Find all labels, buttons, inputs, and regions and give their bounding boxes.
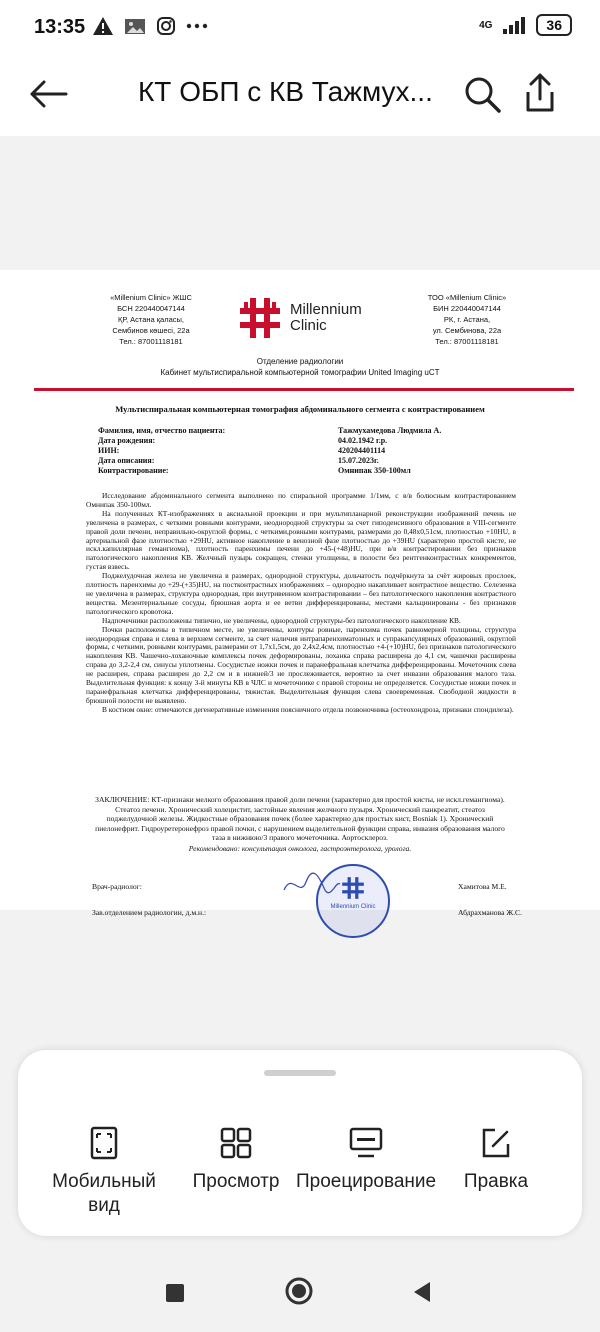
app-bar (0, 58, 600, 136)
stamp-logo-icon (340, 876, 366, 900)
header-right-block (412, 292, 522, 347)
field-label: Дата рождения: (98, 436, 156, 445)
warning-icon (92, 16, 114, 36)
status-system-icons (479, 14, 572, 36)
status-notification-icons (92, 16, 208, 36)
field-label: ИИН: (98, 446, 120, 455)
field-label: Контрастирование: (98, 466, 169, 475)
header-left-line: Сембинов көшесі, 22а (112, 326, 190, 335)
field-row (98, 436, 518, 446)
header-right-line: Тел.: 87001118181 (435, 337, 499, 346)
report-body (86, 492, 516, 715)
field-row (98, 456, 518, 466)
header-left-line: БСН 220440047144 (117, 304, 185, 313)
clinic-logo-icon (236, 296, 284, 340)
back-icon[interactable] (410, 1280, 434, 1304)
field-value: 04.02.1942 г.р. (338, 436, 388, 445)
mobile-view-icon (89, 1126, 119, 1160)
image-icon (124, 16, 146, 36)
report-paragraph: Исследование абдоминального сегмента выполнено по спиральной программе 1/1мм, с в/в болюсным контрастированием Омнипак 350-100мл. (86, 491, 516, 509)
field-value: 420204401114 (338, 446, 386, 455)
status-time: 13:35 (34, 16, 86, 38)
more-dots-icon (186, 22, 208, 30)
field-label: Дата описания: (98, 456, 155, 465)
preview-label: Просмотр (192, 1171, 280, 1192)
header-right-line: ТОО «Millenium Clinic» (427, 293, 507, 302)
edit-icon (479, 1126, 513, 1160)
radiologist-role: Врач-радиолог: (92, 882, 142, 891)
field-row (98, 446, 518, 456)
cast-icon (348, 1126, 384, 1160)
home-icon[interactable] (284, 1276, 314, 1306)
document-page[interactable] (0, 270, 600, 917)
logo-line: Millennium (290, 301, 362, 318)
recent-apps-icon[interactable] (166, 1284, 184, 1302)
system-nav-bar (0, 1250, 600, 1332)
battery-indicator: 36 (536, 14, 572, 36)
field-value: 15.07.2023г. (338, 456, 379, 465)
department-heading (0, 356, 600, 378)
grid-view-icon (219, 1126, 253, 1160)
signal-icon (502, 15, 526, 35)
report-conclusion: ЗАКЛЮЧЕНИЕ: КТ-признаки мелкого образования правой доли печени (характерно для простой кисты, не искл.гемангиома). Стеатоз печени. Хронический холецистит, застойные явления желчного пузыря. Хронический панкреатит, стеатоз поджелудочной железы. Жидкостные образования почек (более характерно для простых кист, Bosniak 1). Хронический пиелонефрит. Гидроуретеронефроз правой почки, с нарушением выделительной функции справа, инвазия образования малого таза в нижнюю/3 правого мочеточника. Аортосклероз. (95, 795, 505, 842)
field-row (98, 466, 518, 476)
department-name: Отделение радиологии (256, 357, 344, 366)
clinic-logo-text (290, 302, 362, 334)
report-paragraph: Надпочечники расположены типично, не увеличены, однородной структуры-без патологического накопление КВ. (102, 615, 461, 625)
header-right-line: ул. Сембинова, 22а (432, 326, 502, 335)
report-paragraph: На полученных КТ-изображениях в аксиальной проекции и при мультипланарной реконструкции изображений печень не увеличена в размерах, с четкими ровными контурами, неоднородной структуры за счет гиподенсивного образования в VIII-сегменте правой доли печени, неправильно-округлой формы, с четкими,ровными контурами, размерами до 0,48х0,51см, плотностью +10HU, в артериальной фазе плотностью +29HU, активное накопление в венозной фазе плотностью до +39HU (характерно простой кисте, не искл.капиллярная гемангиома), плотность паренхимы печени до +45-(+48)HU, при в/в контрастировании без признаков патологического накопления КВ. Желчный пузырь сокращен, стенки утолщены, в полости без рентгенконтрастных конкрементов, густая взвесь. (86, 508, 516, 572)
header-left-line: ҚР, Астана қаласы, (117, 315, 185, 324)
projection-label: Проецирование (296, 1171, 437, 1192)
head-name: Абдрахманова Ж.С. (458, 908, 523, 917)
report-recommendation: Рекомендовано: консультация онколога, гастроэнтеролога, уролога. (188, 844, 412, 853)
mobile-view-button[interactable] (34, 1126, 174, 1218)
network-label: 4G (479, 19, 493, 31)
share-icon[interactable] (520, 72, 560, 114)
header-right-line: БИН 220440047144 (433, 304, 501, 313)
report-paragraph: Почки расположены в типичном месте, не увеличены, контуры ровные, паренхима почек равномерной толщины, структура неоднородная справа и слева в верхнем сегменте, за счет наличия интрапаренхиматозных и супракапсулярных образований, округлой формы, с четкими, ровными контурами, размерами от 1,7х1,5см, до 2,4х2,4см, плотностью +4-(+10)HU, без признаков патологического накопления КВ. Чашечно-лоханочные комплексы почек деформированы, лоханка справа расширена до 4,1 см, чашечки расширены справа до 3,2-2,4 см, синусы уплотнены. Сосудистые ножки почек и паранефральная клетчатка дифференцированы. Мочеточник слева не расширен, справа расширен до 2,2 см и в нижней/3 не прослеживается, вероятно за счет инвазии образования малого таза. Выделительная функция: к концу 3-й минуты КВ в ЧЛС и мочеточнике с правой стороны не определяется. Сосудистые ножки почек и паранефральная клетчатка дифференцированы, тяжистая. Выделительная функция слева своевременная. Свободной жидкости в брюшной полости не выявлено. (86, 624, 516, 705)
field-label: Фамилия, имя, отчество пациента: (98, 426, 226, 435)
patient-fields (98, 426, 518, 476)
clinic-stamp (316, 864, 390, 938)
bottom-action-sheet (18, 1050, 582, 1236)
instagram-icon (156, 16, 176, 36)
stamp-text: Millennium Clinic (330, 904, 376, 910)
field-value: Омнипак 350-100мл (338, 466, 411, 475)
sheet-drag-handle[interactable] (264, 1070, 336, 1076)
preview-button[interactable] (166, 1126, 306, 1194)
header-divider (34, 388, 574, 391)
edit-label: Правка (463, 1171, 529, 1192)
head-role: Зав.отделением радиологии, д.м.н.: (92, 908, 207, 917)
header-left-line: Тел.: 87001118181 (119, 337, 183, 346)
report-title: Мультиспиральная компьютерная томография абдоминального сегмента с контрастированием (115, 404, 485, 414)
radiologist-name: Хамитова М.Е. (458, 882, 507, 891)
status-bar (0, 0, 600, 58)
back-arrow-icon[interactable] (26, 74, 70, 114)
report-paragraph: В костном окне: отмечаются дегенеративные изменения поясничного отдела позвоночника (остеохондроза, признаки спондилеза). (102, 704, 514, 714)
projection-button[interactable] (296, 1126, 436, 1194)
header-right-line: РК, г. Астана, (443, 315, 491, 324)
search-icon[interactable] (462, 74, 502, 114)
field-value: Тажмухамедова Людмила А. (338, 426, 442, 435)
logo-line: Clinic (290, 317, 327, 334)
cabinet-name: Кабинет мультиспиральной компьютерной томографии United Imaging uCT (160, 368, 440, 377)
report-paragraph: Поджелудочная железа не увеличена в размерах, однородной структуры, дольчатость подчёркнута за счёт жировых прослоек, плотность паренхимы до +29-(+35)HU, на постконтрастных изображениях – однородно накапливает контрастное вещество. Селезенка не увеличена в размерах, структура однородная, при внутривенном контрастировании – без патологического накопления контрастного вещества. Мезентериальные сосуды, брюшная аорта и ее ветви дифференцированы, местами кальцинированы - без признаков патологического кровотока. (86, 571, 516, 616)
edit-button[interactable] (426, 1126, 566, 1194)
mobile-view-label: Мобильный вид (52, 1171, 156, 1216)
header-left-block (96, 292, 206, 347)
document-title: КТ ОБП с КВ Тажмух... (138, 76, 433, 107)
field-row (98, 426, 518, 436)
header-left-line: «Millenium Clinic» ЖШС (110, 293, 192, 302)
clinic-logo (236, 296, 362, 340)
